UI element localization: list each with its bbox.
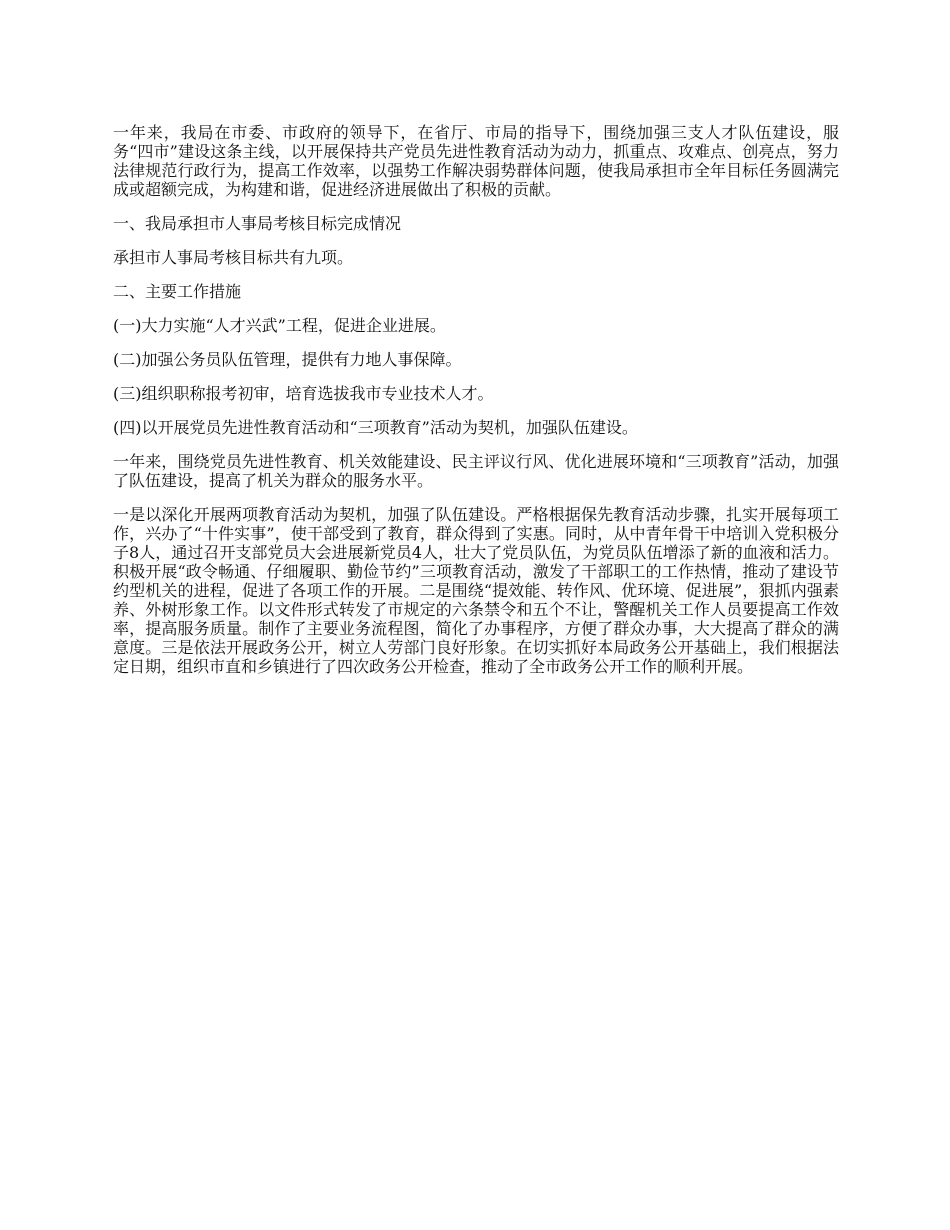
section-heading-2: 二、主要工作措施 (113, 282, 242, 301)
measure-item-2: (二)加强公务员队伍管理，提供有力地人事保障。 (113, 350, 462, 369)
intro-paragraph: 一年来，我局在市委、市政府的领导下，在省厅、市局的指导下，围绕加强三支人才队伍建设，服务“四市”建设这条主线，以开展保持共产党员先进性教育活动为动力，抓重点、攻难点、创亮点，努力法律规范行政行为，提高工作效率，以强势工作解决弱势群体问题，使我局承担市全年目标任务圆满完成或超额完成，为构建和谐，促进经济进展做出了积极的贡献。 (113, 123, 839, 199)
section-1-paragraph: 承担市人事局考核目标共有九项。 (113, 248, 354, 267)
measure-item-1: (一)大力实施“人才兴武”工程，促进企业进展。 (113, 316, 446, 335)
detail-paragraph: 一是以深化开展两项教育活动为契机，加强了队伍建设。严格根据保先教育活动步骤，扎实开展每项工作，兴办了“十件实事”，使干部受到了教育，群众得到了实惠。同时，从中青年骨干中培训入党积极分子8人，通过召开支部党员大会进展新党员4人，壮大了党员队伍，为党员队伍增添了新的血液和活力。积极开展“政令畅通、仔细履职、勤俭节约”三项教育活动，激发了干部职工的工作热情，推动了建设节约型机关的进程，促进了各项工作的开展。二是围绕“提效能、转作风、优环境、促进展”，狠抓内强素养、外树形象工作。以文件形式转发了市规定的六条禁令和五个不让，警醒机关工作人员要提高工作效率，提高服务质量。制作了主要业务流程图，简化了办事程序，方便了群众办事，大大提高了群众的满意度。三是依法开展政务公开，树立人劳部门良好形象。在切实抓好本局政务公开基础上，我们根据法定日期，组织市直和乡镇进行了四次政务公开检查，推动了全市政务公开工作的顺利开展。 (113, 505, 839, 676)
measure-item-3: (三)组织职称报考初审，培育选拔我市专业技术人才。 (113, 384, 494, 403)
measure-item-4: (四)以开展党员先进性教育活动和“三项教育”活动为契机，加强队伍建设。 (113, 418, 638, 437)
summary-paragraph: 一年来，围绕党员先进性教育、机关效能建设、民主评议行风、优化进展环境和“三项教育”活动，加强了队伍建设，提高了机关为群众的服务水平。 (113, 452, 839, 490)
section-heading-1: 一、我局承担市人事局考核目标完成情况 (113, 214, 402, 233)
document-body (113, 123, 839, 676)
